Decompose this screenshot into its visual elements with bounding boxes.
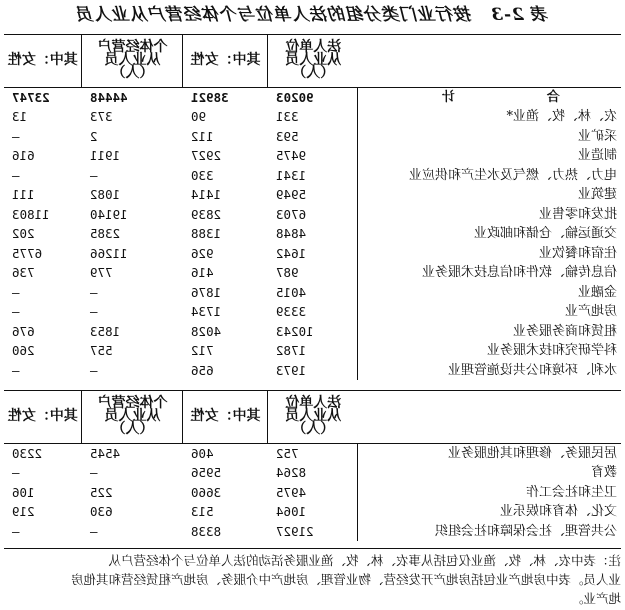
individual-female-value: — — [12, 284, 20, 300]
table-row — [4, 166, 621, 186]
individual-employees-value: — — [90, 167, 98, 183]
header-row-2 — [4, 391, 621, 443]
table-row — [4, 443, 621, 463]
table-row — [4, 341, 621, 361]
table-row — [4, 263, 621, 283]
table-row — [4, 463, 621, 483]
table-row — [4, 502, 621, 522]
industry-name: 合 计 — [358, 87, 621, 107]
individual-employees-value: 44448 — [90, 89, 128, 105]
industry-name: 电力、热力、燃气及水生产和供应业 — [358, 166, 621, 186]
legal-employees-value: 9475 — [276, 148, 307, 163]
individual-female-value: — — [12, 167, 20, 183]
note-line: 地产业。 — [570, 591, 621, 606]
industry-name: 信息传输、软件和信息技术服务业 — [358, 263, 621, 283]
legal-female-value: 2927 — [191, 148, 222, 163]
individual-employees-value: 2 — [90, 128, 98, 144]
legal-employees-value: 10243 — [276, 323, 314, 339]
total-row — [4, 87, 621, 107]
legal-employees-value: 90203 — [276, 89, 314, 105]
individual-employees-value: 1853 — [90, 323, 121, 339]
individual-female-value: 13 — [12, 109, 28, 124]
legal-employees-value: 593 — [276, 128, 299, 144]
legal-employees-value: 6703 — [276, 206, 307, 222]
legal-employees-value: 331 — [276, 109, 299, 124]
industry-name: 居民服务、修理和其他服务业 — [358, 443, 621, 463]
table-row — [4, 205, 621, 225]
header-legal-female-2: 其中：女性 — [183, 391, 268, 443]
industry-name: 采矿业 — [358, 127, 621, 147]
individual-employees-value: 630 — [90, 504, 113, 519]
legal-employees-value: 1642 — [276, 245, 307, 261]
legal-female-value: 4028 — [191, 323, 222, 339]
legal-female-value: 112 — [191, 128, 214, 144]
legal-employees-value: 987 — [276, 265, 299, 280]
legal-female-value: 656 — [191, 362, 214, 378]
legal-female-value: 416 — [191, 265, 214, 280]
industry-name: 水利、环境和公共设施管理业 — [358, 361, 621, 381]
legal-employees-value: 752 — [276, 445, 299, 461]
industry-name: 科学研究和技术服务业 — [358, 341, 621, 361]
legal-female-value: 712 — [191, 343, 214, 358]
table-row — [4, 483, 621, 503]
table-row — [4, 244, 621, 264]
individual-employees-value: 4545 — [90, 445, 121, 461]
industry-table-part1 — [4, 35, 621, 380]
industry-name: 公共管理、社会保障和社会组织 — [358, 522, 621, 542]
legal-employees-value: 1341 — [276, 167, 307, 183]
individual-female-value: — — [12, 465, 20, 480]
industry-name: 卫生和社会工作 — [358, 483, 621, 503]
industry-name: 房地产业 — [358, 302, 621, 322]
legal-employees-value: 3339 — [276, 304, 307, 319]
legal-female-value: 1414 — [191, 187, 222, 202]
industry-name: 批发和零售业 — [358, 205, 621, 225]
individual-female-value: 23747 — [12, 89, 50, 105]
industry-name: 文化、体育和娱乐业 — [358, 502, 621, 522]
industry-name: 金融业 — [358, 283, 621, 303]
legal-employees-value: 8264 — [276, 465, 307, 480]
legal-female-value: 5956 — [191, 465, 222, 480]
legal-employees-value: 4848 — [276, 226, 307, 241]
note-line: 业人员。表中房地产业包括房地产开发经营、物业管理、房地产中介服务、房地产租赁经营和其他房 — [70, 572, 621, 587]
legal-female-value: 1876 — [191, 284, 222, 300]
individual-employees-value: 11266 — [90, 245, 128, 261]
legal-employees-value: 1973 — [276, 362, 307, 378]
table-row — [4, 302, 621, 322]
legal-female-value: 90 — [191, 109, 207, 124]
header-individual-female: 其中：女性 — [4, 35, 82, 87]
header-legal-employees: 法人单位 从业人员 （人） — [268, 35, 358, 87]
table-number: 表 2-3 — [490, 5, 549, 25]
table-row — [4, 361, 621, 381]
legal-female-value: 1388 — [191, 226, 222, 241]
legal-female-value: 1734 — [191, 304, 222, 319]
table-title-text: 按行业门类分组的法人单位与个体经营户从业人员 — [76, 5, 473, 25]
legal-female-value: 8338 — [191, 523, 222, 539]
legal-female-value: 513 — [191, 504, 214, 519]
table-row — [4, 224, 621, 244]
individual-employees-value: 1911 — [90, 148, 121, 163]
individual-female-value: — — [12, 304, 20, 319]
individual-female-value: 616 — [12, 148, 35, 163]
individual-female-value: 676 — [12, 323, 35, 339]
industry-name: 制造业 — [358, 146, 621, 166]
table-notes — [4, 551, 621, 608]
individual-female-value: 11803 — [12, 206, 50, 222]
legal-employees-value: 5949 — [276, 187, 307, 202]
individual-employees-value: 557 — [90, 343, 113, 358]
industry-name: 交通运输、仓储和邮政业 — [358, 224, 621, 244]
legal-female-value: 926 — [191, 245, 214, 261]
legal-female-value: 330 — [191, 167, 214, 183]
individual-female-value: 219 — [12, 504, 35, 519]
individual-female-value: 6775 — [12, 245, 43, 261]
header-row — [4, 35, 621, 87]
individual-employees-value: 225 — [90, 484, 113, 500]
header-industry-cell — [358, 35, 621, 87]
industry-table-part2 — [4, 391, 621, 541]
industry-name: 住宿和餐饮业 — [358, 244, 621, 264]
legal-female-value: 2839 — [191, 206, 222, 222]
table-row — [4, 185, 621, 205]
header-individual-female-2: 其中：女性 — [4, 391, 82, 443]
table-row — [4, 146, 621, 166]
individual-employees-value: 19140 — [90, 206, 128, 222]
individual-female-value: 2230 — [12, 445, 43, 461]
table-row — [4, 283, 621, 303]
industry-name: 建筑业 — [358, 185, 621, 205]
individual-employees-value: — — [90, 523, 98, 539]
individual-female-value: 260 — [12, 343, 35, 358]
individual-employees-value: 1082 — [90, 187, 121, 202]
legal-employees-value: 21927 — [276, 523, 314, 539]
individual-employees-value: — — [90, 362, 98, 378]
industry-name: 租赁和商务服务业 — [358, 322, 621, 342]
table-row — [4, 322, 621, 342]
legal-female-value: 3660 — [191, 484, 222, 500]
note-line: 注：表中农、林、牧、渔业仅包括从事农、林、牧、渔业服务活动的法人单位与个体经营户从 — [108, 553, 621, 568]
individual-employees-value: — — [90, 304, 98, 319]
table-title — [0, 2, 625, 28]
header-legal-female: 其中：女性 — [183, 35, 268, 87]
individual-employees-value: 779 — [90, 265, 113, 280]
individual-female-value: 111 — [12, 187, 35, 202]
header-individual-employees: 个体经营户 从业人员 （人） — [82, 35, 183, 87]
industry-name: 教育 — [358, 463, 621, 483]
table-row — [4, 107, 621, 127]
legal-female-value: 406 — [191, 445, 214, 461]
individual-female-value: 106 — [12, 484, 35, 500]
industry-name: 农、林、牧、渔业* — [358, 107, 621, 127]
legal-female-value: 38921 — [191, 89, 229, 105]
individual-employees-value: 373 — [90, 109, 113, 124]
table-row — [4, 127, 621, 147]
individual-employees-value: — — [90, 465, 98, 480]
individual-female-value: 202 — [12, 226, 35, 241]
individual-employees-value: 2385 — [90, 226, 121, 241]
header-legal-employees-2: 法人单位 从业人员 （人） — [268, 391, 358, 443]
individual-female-value: — — [12, 362, 20, 378]
bottom-rule — [4, 548, 621, 549]
header-individual-employees-2: 个体经营户 从业人员 （人） — [82, 391, 183, 443]
individual-female-value: — — [12, 523, 20, 539]
legal-employees-value: 4015 — [276, 284, 307, 300]
table-row — [4, 522, 621, 542]
legal-employees-value: 1064 — [276, 504, 307, 519]
individual-employees-value: — — [90, 284, 98, 300]
header-industry-cell-2 — [358, 391, 621, 443]
individual-female-value: — — [12, 128, 20, 144]
legal-employees-value: 1782 — [276, 343, 307, 358]
legal-employees-value: 4975 — [276, 484, 307, 500]
individual-female-value: 736 — [12, 265, 35, 280]
